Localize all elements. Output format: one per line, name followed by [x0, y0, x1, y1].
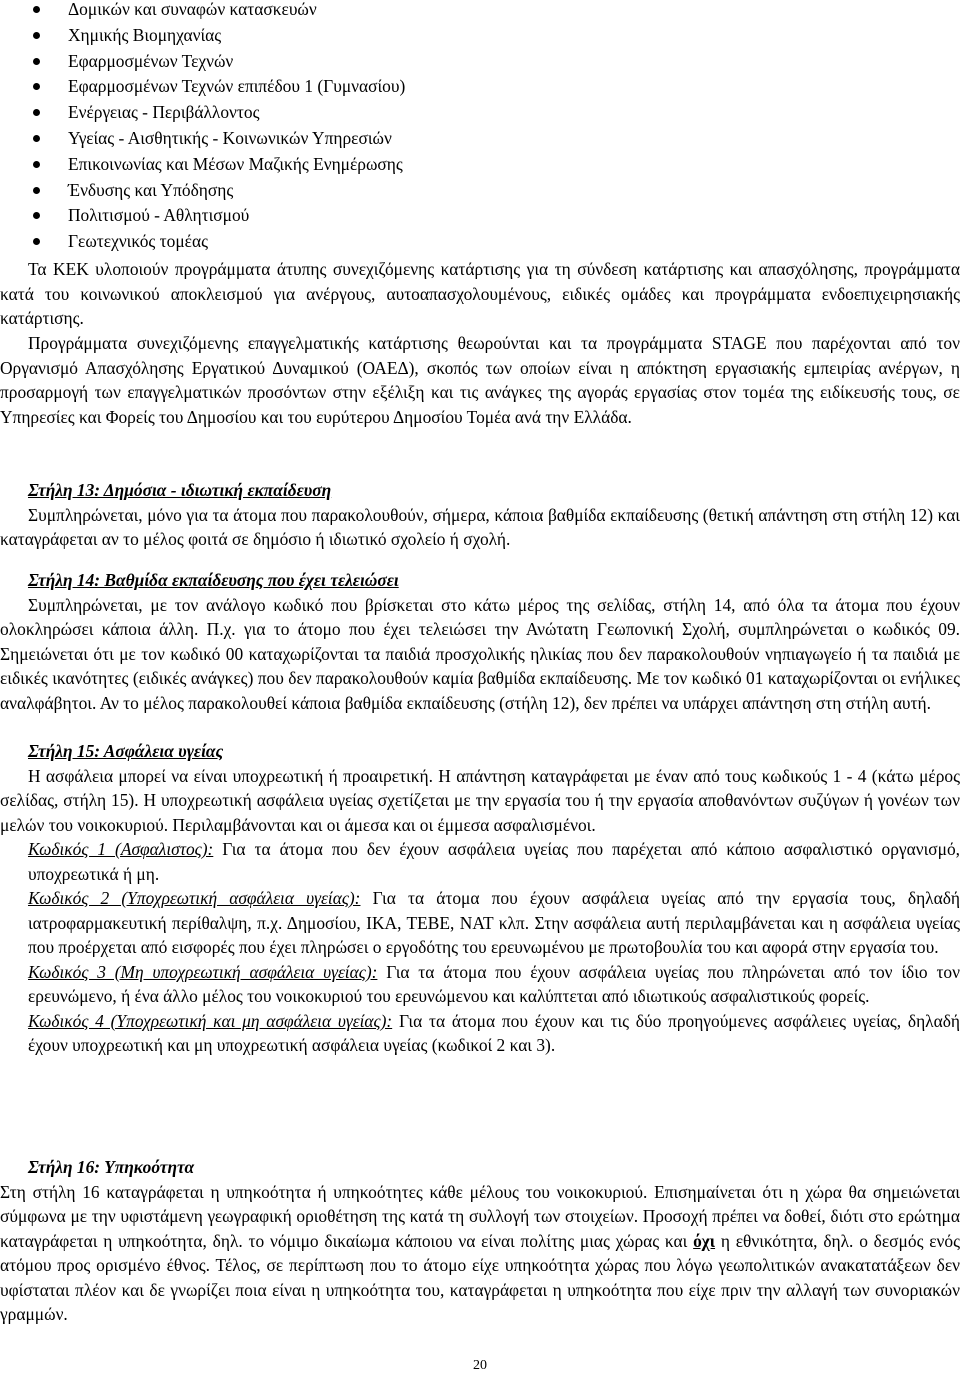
stage-paragraph: Προγράμματα συνεχιζόμενης επαγγελματικής κατάρτισης θεωρούνται και τα προγράμματα STAGE που παρέχονται από τον Οργανισμό Απασχόλησης Εργατικού Δυναμικού (ΟΑΕΔ), σκοπός των οποίων είναι η απόκτηση εργασιακής εμπειρίας ανέργων, η προσαρμογή των επαγγελματικών προσόντων στην εξέλιξη και τις ανάγκες της αγοράς εργασίας στον τομέα της ειδίκευσής τους, σε Υπηρεσίες και Φορείς του Δημοσίου και του ευρύτερου Δημοσίου Τομέα ανά την Ελλάδα.	[0, 333, 960, 427]
kek-paragraph: Τα ΚΕΚ υλοποιούν προγράμματα άτυπης συνεχιζόμενης κατάρτισης για τη σύνδεση κατάρτισης και απασχόλησης, προγράμματα κατά του κοινωνικού αποκλεισμού για ανέργους, αυτοαπασχολουμένους, ειδικές ομάδες και προγράμματα ενδοεπιχειρησιακής κατάρτισης.	[0, 259, 960, 328]
bullet-icon	[33, 109, 40, 116]
code-3-item	[0, 960, 960, 1009]
list-item: Επικοινωνίας και Μέσων Μαζικής Ενημέρωσης	[0, 152, 405, 178]
list-item: Δομικών και συναφών κατασκευών	[0, 0, 405, 23]
code-3-label: Κωδικός 3 (Μη υποχρεωτική ασφάλεια υγείας):	[28, 961, 378, 982]
column-13-heading: Στήλη 13: Δημόσια - ιδιωτική εκπαίδευση	[28, 480, 332, 500]
bullet-icon	[33, 6, 40, 13]
list-item: Πολιτισμού - Αθλητισμού	[0, 203, 405, 229]
bullet-icon	[33, 187, 40, 194]
column-16-text: Στη στήλη 16 καταγράφεται η υπηκοότητα ή υπηκοότητες κάθε μέλους του νοικοκυριού. Επισημαίνεται ότι η χώρα θα σημειώνεται σύμφωνα με την υφιστάμενη γεωγραφική οριοθέτηση της κατά τη συλλογή των στοιχείων. Προσοχή πρέπει να δοθεί, διότι στο ερώτημα καταγράφεται η υπηκοότητα, δηλ. το νόμιμο δικαίωμα κάποιου να είναι πολίτης μιας χώρας και όχι η εθνικότητα, δηλ. ο δεσμός ενός ατόμου προς ορισμένο έθνος. Τέλος, σε περίπτωση που το άτομο είχε υπηκοότητα χώρας που λόγω γεωπολιτικών ανακατατάξεων δεν υφίσταται πλέον και δε γνωρίζει ποια είναι η υπηκοότητα του, καταγράφεται η υπηκοότητα που είχε πριν την αλλαγή των συνοριακών γραμμών.	[0, 1181, 960, 1324]
code-1-label: Κωδικός 1 (Ασφαλιστος):	[28, 839, 214, 859]
sector-list	[0, 0, 405, 255]
list-item: Γεωτεχνικός τομέας	[0, 229, 405, 255]
code-4-label: Κωδικός 4 (Υποχρεωτική και μη ασφάλεια υγείας):	[28, 1010, 393, 1031]
column-15-heading: Στήλη 15: Ασφάλεια υγείας	[28, 741, 224, 761]
code-2-item	[0, 886, 960, 960]
column-15-text: Η ασφάλεια μπορεί να είναι υποχρεωτική ή προαιρετική. Η απάντηση καταγράφεται με έναν από τους κωδικούς 1 - 4 (κάτω μέρος σελίδας, στήλη 15). Η υποχρεωτική ασφάλεια υγείας σχετίζεται με την εργασία του ή την εργασία αποθανόντων συζύγων ή γονέων των μελών του νοικοκυριού. Περιλαμβάνονται και οι άμεσα και οι έμμεσα ασφαλισμένοι.	[0, 765, 960, 835]
bullet-icon	[33, 161, 40, 168]
list-item: Ένδυσης και Υπόδησης	[0, 178, 405, 204]
list-item: Εφαρμοσμένων Τεχνών επιπέδου 1 (Γυμνασίου)	[0, 74, 405, 100]
column-13-text: Συμπληρώνεται, μόνο για τα άτομα που παρακολουθούν, σήμερα, κάποια βαθμίδα εκπαίδευσης (θετική απάντηση στη στήλη 12) και καταγράφεται αν το μέλος φοιτά σε δημόσιο ή ιδιωτικό σχολείο ή σχολή.	[0, 504, 960, 549]
list-item: Υγείας - Αισθητικής - Κοινωνικών Υπηρεσιών	[0, 126, 405, 152]
column-16-heading: Στήλη 16: Υπηκοότητα	[28, 1157, 195, 1177]
emphasis-word: όχι	[693, 1230, 716, 1251]
bullet-icon	[33, 135, 40, 142]
bullet-icon	[33, 32, 40, 39]
code-4-text: Για τα άτομα που έχουν και τις δύο προηγούμενες ασφάλειες υγείας, δηλαδή έχουν υποχρεωτική και μη υποχρεωτική ασφάλεια υγείας (κωδικοί 2 και 3).	[28, 1010, 960, 1055]
column-13-section	[0, 478, 960, 552]
code-2-label: Κωδικός 2 (Υποχρεωτική ασφάλεια υγείας):	[28, 888, 361, 908]
code-4-item	[0, 1009, 960, 1058]
bullet-icon	[33, 238, 40, 245]
column-15-section	[0, 739, 960, 1058]
code-1-text: Για τα άτομα που δεν έχουν ασφάλεια υγείας που παρέχεται από κάποιο ασφαλιστικό οργανισμό, υποχρεωτικά ή μη.	[28, 839, 960, 884]
list-item: Χημικής Βιομηχανίας	[0, 23, 405, 49]
list-item: Ενέργειας - Περιβάλλοντος	[0, 100, 405, 126]
bullet-icon	[33, 212, 40, 219]
column-16-section	[0, 1155, 960, 1327]
bullet-icon	[33, 58, 40, 65]
code-3-text: Για τα άτομα που έχουν ασφάλεια υγείας που πληρώνεται από τον ίδιο τον ερευνώμενο, ή ένα άλλο μέλος του νοικοκυριού του ερευνώμενου και καλύπτεται από ιδιωτικούς ασφαλιστικούς φορείς.	[28, 961, 960, 1006]
list-item: Εφαρμοσμένων Τεχνών	[0, 49, 405, 75]
column-14-section	[0, 568, 960, 715]
bullet-icon	[33, 83, 40, 90]
code-1-item	[0, 837, 960, 886]
page-number: 20	[473, 1358, 487, 1373]
column-14-heading: Στήλη 14: Βαθμίδα εκπαίδευσης που έχει τελειώσει	[28, 570, 399, 590]
code-2-text: Για τα άτομα που έχουν ασφάλεια υγείας από την εργασία τους, δηλαδή ιατροφαρμακευτική περίθαλψη, π.χ. Δημοσίου, ΙΚΑ, ΤΕΒΕ, ΝΑΤ κλπ. Στην ασφάλεια αυτή περιλαμβάνεται και η ασφάλεια υγείας που προέρχεται από εισφορές που έχει πληρώσει ο εργοδότης του ερευνωμένου με πρωτοβουλία του και αφορά στην εργασία του.	[28, 888, 960, 957]
column-14-text: Συμπληρώνεται, με τον ανάλογο κωδικό που βρίσκεται στο κάτω μέρος της σελίδας, στήλη 14, από όλα τα άτομα που έχουν ολοκληρώσει κάποια άλλη. Π.χ. για το άτομο που έχει τελειώσει την Ανώτατη Γεωπονική Σχολή, συμπληρώνεται ο κωδικός 09. Σημειώνεται ότι με τον κωδικό 00 καταχωρίζονται τα παιδιά προσχολικής ηλικίας που δεν παρακολουθούν νηπιαγωγείο ή τα παιδιά με ειδικές ικανότητες (ειδικές ανάγκες) που δεν παρακολουθούν καμία βαθμίδα εκπαίδευσης. Με τον κωδικό 01 καταχωρίζονται οι ενήλικες αναλφάβητοι. Αν το μέλος παρακολουθεί κάποια βαθμίδα εκπαίδευσης (στήλη 12), δεν πρέπει να υπάρχει απάντηση στη στήλη αυτή.	[0, 594, 960, 713]
